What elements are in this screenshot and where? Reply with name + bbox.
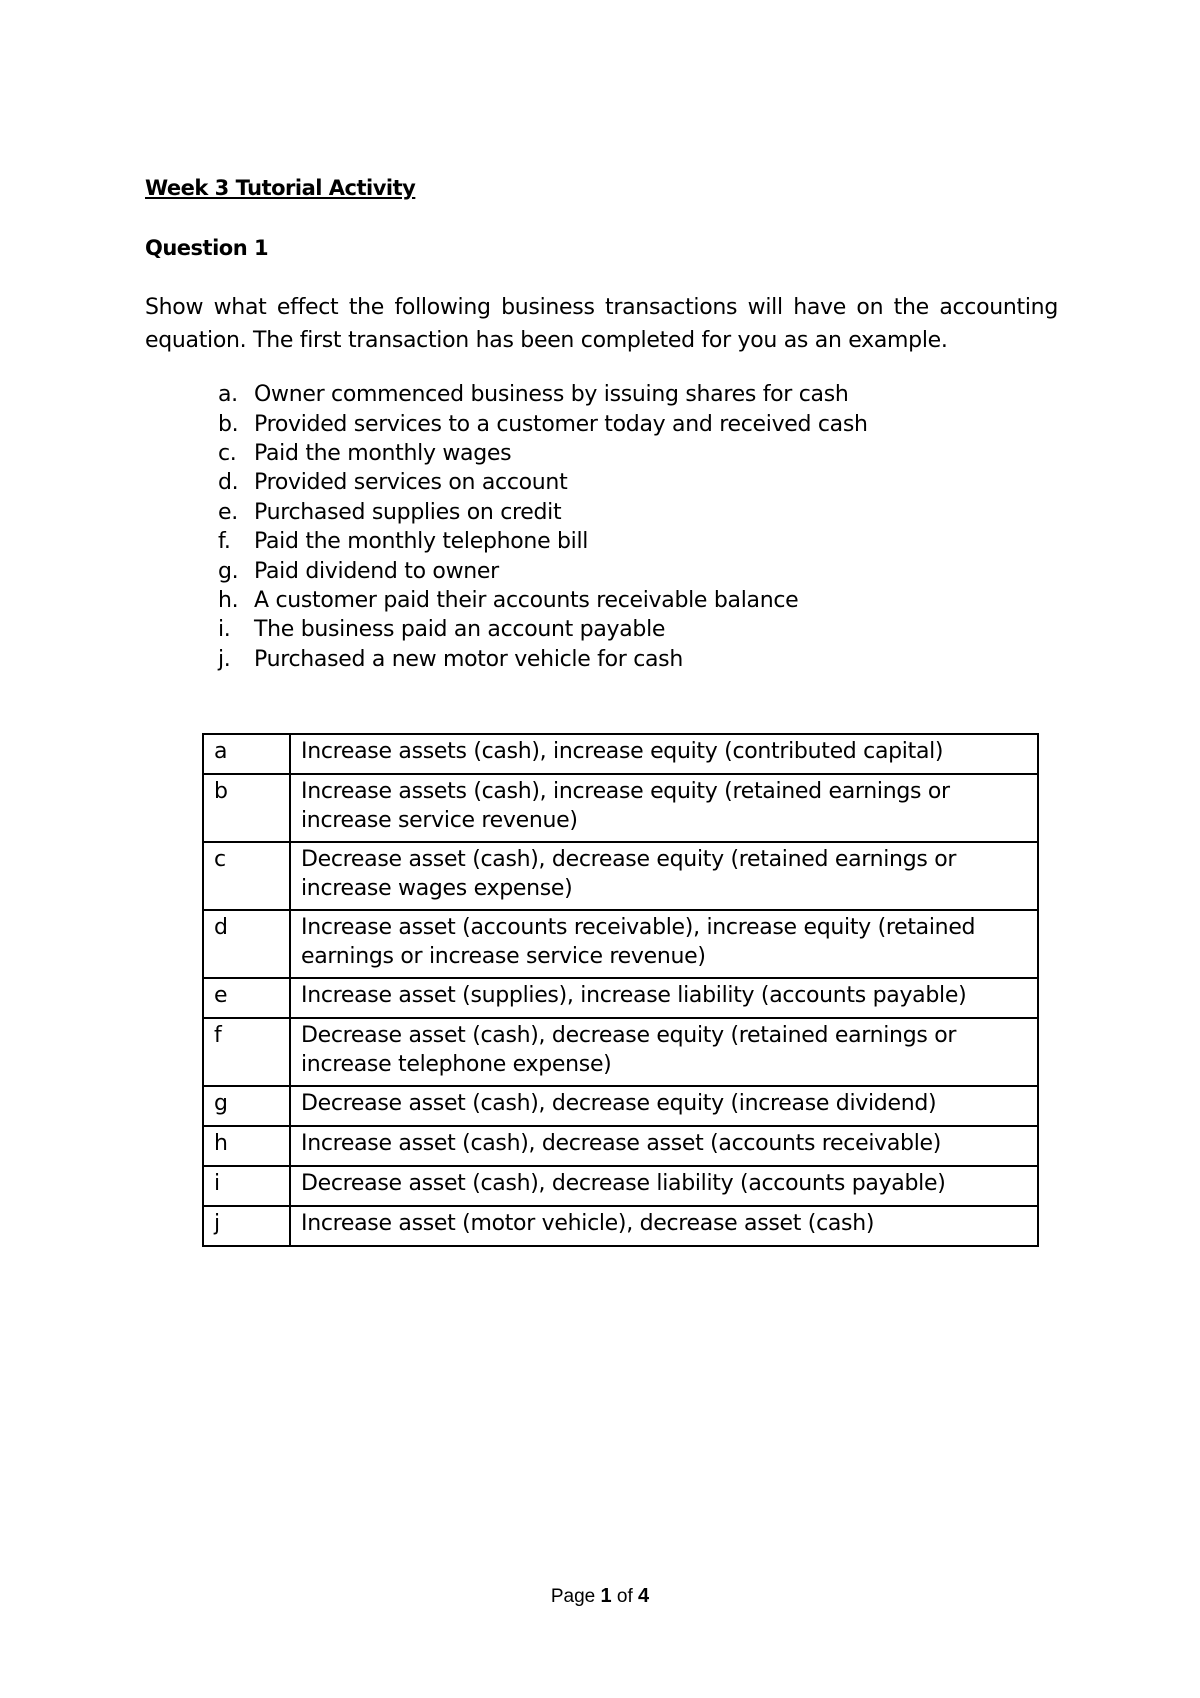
page-label: Page: [550, 1586, 596, 1607]
list-item-text: Provided services on account: [254, 470, 568, 496]
question-instructions: Show what effect the following business transactions will have on the accounting equation. The first transaction has been completed for you as an example.: [145, 295, 1058, 353]
table-row: [203, 978, 1038, 1018]
row-effect: Increase asset (motor vehicle), decrease asset (cash): [290, 1206, 1038, 1246]
list-item-letter: g.: [218, 558, 239, 584]
list-item-text: Paid dividend to owner: [254, 558, 499, 584]
list-item-letter: e.: [218, 499, 238, 525]
row-key: h: [203, 1126, 290, 1166]
list-item-text: Paid the monthly wages: [254, 440, 512, 466]
table-row: [203, 1206, 1038, 1246]
row-effect: Increase asset (supplies), increase liability (accounts payable): [290, 978, 1038, 1018]
list-item-letter: h.: [218, 587, 239, 613]
page-number-footer: [0, 1585, 1200, 1608]
list-item-text: The business paid an account payable: [254, 617, 666, 643]
list-item-letter: d.: [218, 470, 239, 496]
list-item-text: A customer paid their accounts receivable balance: [254, 587, 799, 613]
table-row: [203, 1018, 1038, 1086]
list-item-text: Provided services to a customer today and received cash: [254, 411, 868, 437]
row-key: j: [203, 1206, 290, 1246]
list-item: [218, 439, 868, 468]
list-item: [218, 556, 868, 585]
table-row: [203, 734, 1038, 774]
row-effect: Increase asset (accounts receivable), increase equity (retained earnings or increase service revenue): [290, 910, 1038, 978]
row-key: g: [203, 1086, 290, 1126]
list-item-letter: f.: [218, 529, 231, 555]
total-page-count: 4: [638, 1585, 650, 1607]
transaction-list: [218, 380, 868, 674]
row-key: a: [203, 734, 290, 774]
row-effect: Increase asset (cash), decrease asset (accounts receivable): [290, 1126, 1038, 1166]
document-title: Week 3 Tutorial Activity: [145, 176, 416, 200]
list-item-text: Purchased supplies on credit: [254, 499, 562, 525]
list-item: [218, 527, 868, 556]
list-item-letter: b.: [218, 411, 239, 437]
list-item: [218, 586, 868, 615]
row-key: f: [203, 1018, 290, 1086]
list-item-text: Paid the monthly telephone bill: [254, 529, 589, 555]
current-page-number: 1: [600, 1585, 612, 1607]
list-item: [218, 615, 868, 644]
row-effect: Decrease asset (cash), decrease liability (accounts payable): [290, 1166, 1038, 1206]
table-row: [203, 910, 1038, 978]
list-item-letter: i.: [218, 617, 231, 643]
row-key: c: [203, 842, 290, 910]
row-key: b: [203, 774, 290, 842]
row-key: e: [203, 978, 290, 1018]
list-item: [218, 468, 868, 497]
list-item-letter: c.: [218, 440, 237, 466]
list-item-text: Purchased a new motor vehicle for cash: [254, 646, 683, 672]
table-row: [203, 1166, 1038, 1206]
row-effect: Decrease asset (cash), decrease equity (retained earnings or increase telephone expense): [290, 1018, 1038, 1086]
list-item-letter: j.: [218, 646, 231, 672]
question-heading: Question 1: [145, 236, 269, 260]
table-row: [203, 842, 1038, 910]
of-label: of: [616, 1586, 633, 1607]
row-effect: Increase assets (cash), increase equity (retained earnings or increase service revenue): [290, 774, 1038, 842]
row-key: d: [203, 910, 290, 978]
row-effect: Decrease asset (cash), decrease equity (increase dividend): [290, 1086, 1038, 1126]
table-row: [203, 774, 1038, 842]
list-item-text: Owner commenced business by issuing shares for cash: [254, 382, 849, 408]
list-item: [218, 409, 868, 438]
list-item-letter: a.: [218, 382, 238, 408]
table-row: [203, 1086, 1038, 1126]
row-key: i: [203, 1166, 290, 1206]
answer-table: [202, 733, 1039, 1247]
row-effect: Decrease asset (cash), decrease equity (retained earnings or increase wages expense): [290, 842, 1038, 910]
list-item: [218, 380, 868, 409]
table-row: [203, 1126, 1038, 1166]
list-item: [218, 498, 868, 527]
row-effect: Increase assets (cash), increase equity (contributed capital): [290, 734, 1038, 774]
list-item: [218, 645, 868, 674]
